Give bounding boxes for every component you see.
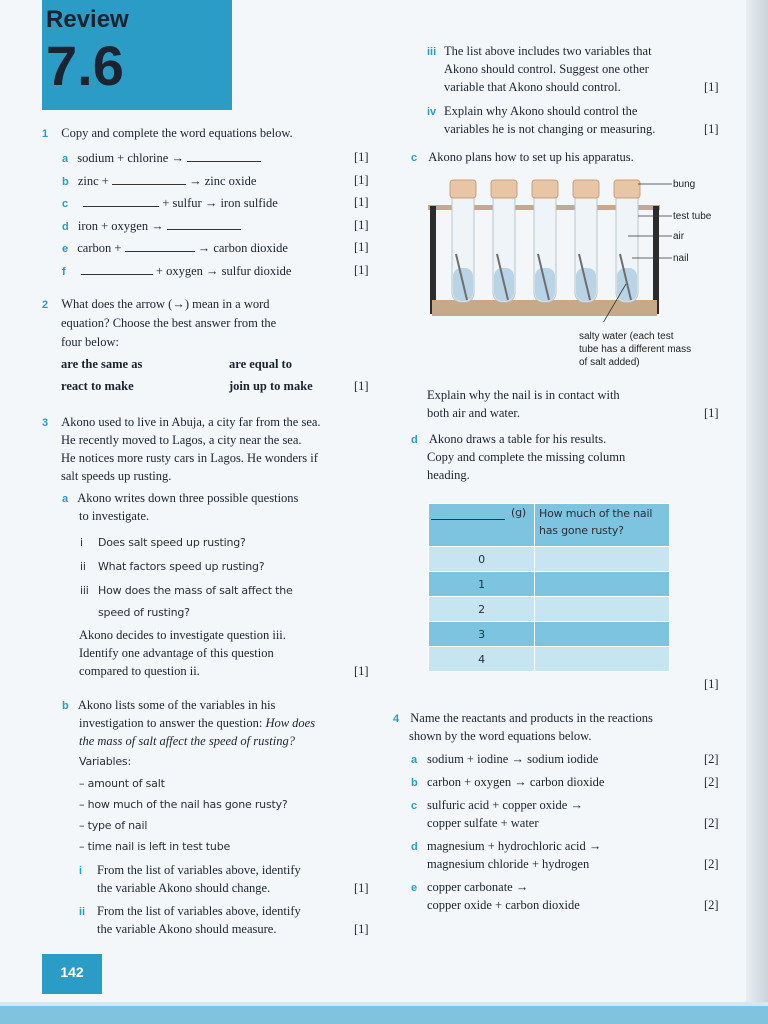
test-tube-2: [491, 180, 517, 302]
rust-cell: [535, 647, 670, 672]
q1e-before: carbon +: [77, 241, 122, 255]
test-tube-rack-diagram: [420, 172, 672, 322]
q3d-line1: [411, 431, 606, 449]
q3d-text-1: Akono draws a table for his results.: [428, 432, 607, 446]
q3-text-1: Akono used to live in Abuja, a city far from the sea.: [61, 415, 321, 429]
variable-3: – type of nail: [79, 819, 148, 832]
variable-2: – how much of the nail has gone rusty?: [79, 798, 288, 811]
label-salty-water-3: of salt added): [579, 357, 640, 368]
q3b-letter: b: [62, 700, 69, 712]
q3b-line2: [79, 715, 315, 732]
page-number: 142: [42, 954, 102, 994]
variable-1: – amount of salt: [79, 777, 165, 790]
label-test-tube: test tube: [673, 211, 712, 222]
q1f-after: + oxygen → sulfur dioxide: [155, 264, 292, 278]
q1e-blank: [125, 239, 195, 252]
mass-cell: 1: [429, 572, 535, 597]
q3a-question-i-text: Does salt speed up rusting?: [98, 536, 246, 549]
q2-option-2: are equal to: [229, 357, 292, 371]
test-tube-5: [614, 180, 640, 302]
q2-text-3: four below:: [61, 335, 119, 349]
q3-text-3: He notices more rusty cars in Lagos. He wonders if: [61, 451, 318, 465]
q3b-iv-mark: [1]: [704, 122, 719, 136]
q3a-text-2: to investigate.: [79, 509, 150, 523]
q3c-mark: [1]: [704, 406, 719, 420]
q1f-blank: [81, 262, 153, 275]
label-nail: nail: [673, 253, 689, 264]
q1b-after: → zinc oxide: [189, 174, 257, 188]
rack-right-post: [653, 206, 659, 314]
q3c-text: Akono plans how to set up his apparatus.: [428, 150, 634, 164]
q1a-mark: [1]: [354, 150, 369, 164]
q1b-mark: [1]: [354, 173, 369, 187]
q1b: [62, 172, 256, 191]
q1-prompt: Copy and complete the word equations below.: [61, 126, 293, 140]
rust-cell: [535, 597, 670, 622]
bottom-band: [0, 1006, 768, 1024]
q1d-mark: [1]: [354, 218, 369, 232]
mass-cell: 0: [429, 547, 535, 572]
q1c-blank: [83, 194, 159, 207]
q1b-letter: b: [62, 176, 69, 188]
rust-cell: [535, 622, 670, 647]
page-edge-shadow: [746, 0, 768, 1024]
q3a-roman-iii: iii: [80, 584, 89, 597]
q2-option-1: are the same as: [61, 357, 143, 371]
table-row: [429, 597, 670, 622]
q1d-blank: [167, 217, 241, 230]
q3c-explain-2: both air and water.: [427, 406, 521, 420]
q4d-text-2: magnesium chloride + hydrogen: [427, 857, 590, 871]
rust-header-line-2: has gone rusty?: [539, 524, 624, 537]
q2-text-2: equation? Choose the best answer from the: [61, 316, 277, 330]
q3b-i-text-1: From the list of variables above, identify: [97, 863, 301, 877]
q4a-mark: [2]: [704, 752, 719, 766]
mass-cell: 2: [429, 597, 535, 622]
variable-4: – time nail is left in test tube: [79, 840, 231, 853]
label-salty-water-1: salty water (each test: [579, 331, 674, 342]
q3-text-2: He recently moved to Lagos, a city near the sea.: [61, 433, 302, 447]
mass-cell: 3: [429, 622, 535, 647]
q1c: [62, 194, 278, 213]
q2-number: 2: [42, 299, 49, 311]
q3b-iv-text-1: Explain why Akono should control the: [444, 104, 638, 118]
q3a-question-i: [80, 534, 246, 551]
q1f-mark: [1]: [354, 263, 369, 277]
q3d-mark: [1]: [704, 677, 719, 691]
q1c-letter: c: [62, 198, 69, 210]
q3d-letter: d: [411, 434, 418, 446]
q3a-roman-i: i: [80, 536, 83, 549]
q1d: [62, 217, 241, 236]
q3c-line: [411, 149, 634, 167]
q1a-blank: [187, 149, 261, 162]
q4a: [411, 751, 599, 769]
label-air: air: [673, 231, 685, 242]
mass-heading-blank: [431, 507, 505, 520]
q4e: [411, 879, 529, 897]
q3b-text-3: the mass of salt affect the speed of rusting?: [79, 734, 295, 748]
q3b-i-mark: [1]: [354, 881, 369, 895]
rust-cell: [535, 547, 670, 572]
q2-text-1: What does the arrow (→) mean in a word: [61, 297, 270, 311]
q3b-ii-roman: ii: [79, 906, 86, 918]
q3b-i-roman: i: [79, 865, 83, 877]
q3b-ii-text-2: the variable Akono should measure.: [97, 922, 277, 936]
q3a-question-ii: [80, 558, 265, 575]
review-number: 7.6: [46, 34, 124, 97]
q3b-i-line1: [79, 862, 301, 880]
q1b-blank: [112, 172, 186, 185]
mass-cell: 4: [429, 647, 535, 672]
q3a-follow-1: Akono decides to investigate question iii.: [79, 628, 286, 642]
q3c-explain-1: Explain why the nail is in contact with: [427, 388, 620, 402]
q1e: [62, 239, 288, 258]
q1f-letter: f: [62, 266, 66, 278]
q3b-ii-line1: [79, 903, 301, 921]
q4c-text-1: sulfuric acid + copper oxide →: [427, 798, 583, 812]
q2-mark: [1]: [354, 379, 369, 393]
q1e-letter: e: [62, 243, 69, 255]
q1c-after: + sulfur → iron sulfide: [162, 196, 278, 210]
q3b-ii-mark: [1]: [354, 922, 369, 936]
q3b-iv-text-2: variables he is not changing or measuring.: [444, 122, 656, 136]
q4e-text-1: copper carbonate →: [427, 880, 529, 894]
q3a-question-iii-text: How does the mass of salt affect the: [98, 584, 293, 597]
q3b-iii-line1: [427, 43, 652, 61]
q4-number: 4: [393, 713, 400, 725]
q1-line: [42, 125, 293, 143]
q1b-before: zinc +: [77, 174, 109, 188]
q1d-text: iron + oxygen →: [77, 219, 164, 233]
q3b-iii-text-3: variable that Akono should control.: [444, 80, 621, 94]
q4-line1: [393, 710, 653, 728]
q3b-iv-line1: [427, 103, 638, 121]
q3-text-4: salt speeds up rusting.: [61, 469, 172, 483]
q3-line1: [42, 414, 321, 432]
table-row: [429, 647, 670, 672]
q1a-letter: a: [62, 153, 69, 165]
q2-line1: [42, 296, 270, 314]
q1e-after: → carbon dioxide: [197, 241, 288, 255]
q3a-mark: [1]: [354, 664, 369, 678]
results-table: [428, 503, 670, 672]
test-tube-4: [573, 180, 599, 302]
q4c-mark: [2]: [704, 816, 719, 830]
q4-text-1: Name the reactants and products in the reactions: [410, 711, 653, 725]
mass-column-header: [429, 504, 535, 547]
q4b: [411, 774, 605, 792]
table-row: [429, 547, 670, 572]
rust-cell: [535, 572, 670, 597]
q1c-mark: [1]: [354, 195, 369, 209]
q3c-letter: c: [411, 152, 418, 164]
q3b-iii-text-1: The list above includes two variables that: [444, 44, 652, 58]
q3a-follow-3: compared to question ii.: [79, 664, 200, 678]
q4c-letter: c: [411, 800, 418, 812]
q4d-text-1: magnesium + hydrochloric acid →: [427, 839, 602, 853]
q1e-mark: [1]: [354, 240, 369, 254]
q4b-mark: [2]: [704, 775, 719, 789]
q4d: [411, 838, 602, 856]
q1d-letter: d: [62, 221, 69, 233]
label-salty-water-2: tube has a different mass: [579, 344, 692, 355]
table-row: [429, 622, 670, 647]
q3b-text-2-italic: How does: [265, 716, 316, 730]
q4d-letter: d: [411, 841, 418, 853]
q4-text-2: shown by the word equations below.: [409, 729, 592, 743]
q3b-iii-text-2: Akono should control. Suggest one other: [444, 62, 649, 76]
q4e-letter: e: [411, 882, 418, 894]
q3b-i-text-2: the variable Akono should change.: [97, 881, 271, 895]
q3b-iii-mark: [1]: [704, 80, 719, 94]
q4d-mark: [2]: [704, 857, 719, 871]
q3b-iv-roman: iv: [427, 106, 437, 118]
variables-title: Variables:: [79, 755, 131, 768]
review-title: Review: [46, 6, 129, 33]
q3b-line1: [62, 697, 275, 715]
mass-heading-unit: (g): [511, 506, 526, 519]
q2-option-4: join up to make: [229, 379, 313, 393]
q4e-text-2: copper oxide + carbon dioxide: [427, 898, 580, 912]
q4e-mark: [2]: [704, 898, 719, 912]
q3d-text-2: Copy and complete the missing column: [427, 450, 626, 464]
q3-number: 3: [42, 417, 49, 429]
q1a: [62, 149, 261, 168]
q3a-letter: a: [62, 493, 69, 505]
q4a-text: sodium + iodine → sodium iodide: [427, 752, 599, 766]
q3b-text-2: investigation to answer the question:: [79, 716, 266, 730]
q2-option-3: react to make: [61, 379, 134, 393]
q4b-text: carbon + oxygen → carbon dioxide: [427, 775, 605, 789]
q4b-letter: b: [411, 777, 418, 789]
q4a-letter: a: [411, 754, 418, 766]
q3b-ii-text-1: From the list of variables above, identify: [97, 904, 301, 918]
q1a-text: sodium + chlorine →: [77, 151, 184, 165]
test-tubes: [450, 180, 640, 302]
q3b-iii-roman: iii: [427, 46, 437, 58]
q1f: [62, 262, 291, 281]
rust-column-header: [535, 504, 670, 547]
label-bung: bung: [673, 179, 696, 190]
test-tube-1: [450, 180, 476, 302]
q4c: [411, 797, 583, 815]
q3a-follow-2: Identify one advantage of this question: [79, 646, 274, 660]
q3b-text-1: Akono lists some of the variables in his: [77, 698, 276, 712]
q3a-question-ii-text: What factors speed up rusting?: [98, 560, 265, 573]
rust-header-line-1: How much of the nail: [539, 507, 653, 520]
q3a-roman-ii: ii: [80, 560, 86, 573]
q4c-text-2: copper sulfate + water: [427, 816, 539, 830]
test-tube-3: [532, 180, 558, 302]
q3a-text-1: Akono writes down three possible questions: [77, 491, 299, 505]
q3a-question-iii-cont: speed of rusting?: [98, 606, 190, 619]
q3d-text-3: heading.: [427, 468, 470, 482]
q3a-line1: [62, 490, 298, 508]
rack-left-post: [430, 206, 436, 314]
q1-number: 1: [42, 128, 49, 140]
table-row: [429, 572, 670, 597]
results-table-header: [429, 504, 670, 547]
q3a-question-iii: [80, 582, 293, 599]
